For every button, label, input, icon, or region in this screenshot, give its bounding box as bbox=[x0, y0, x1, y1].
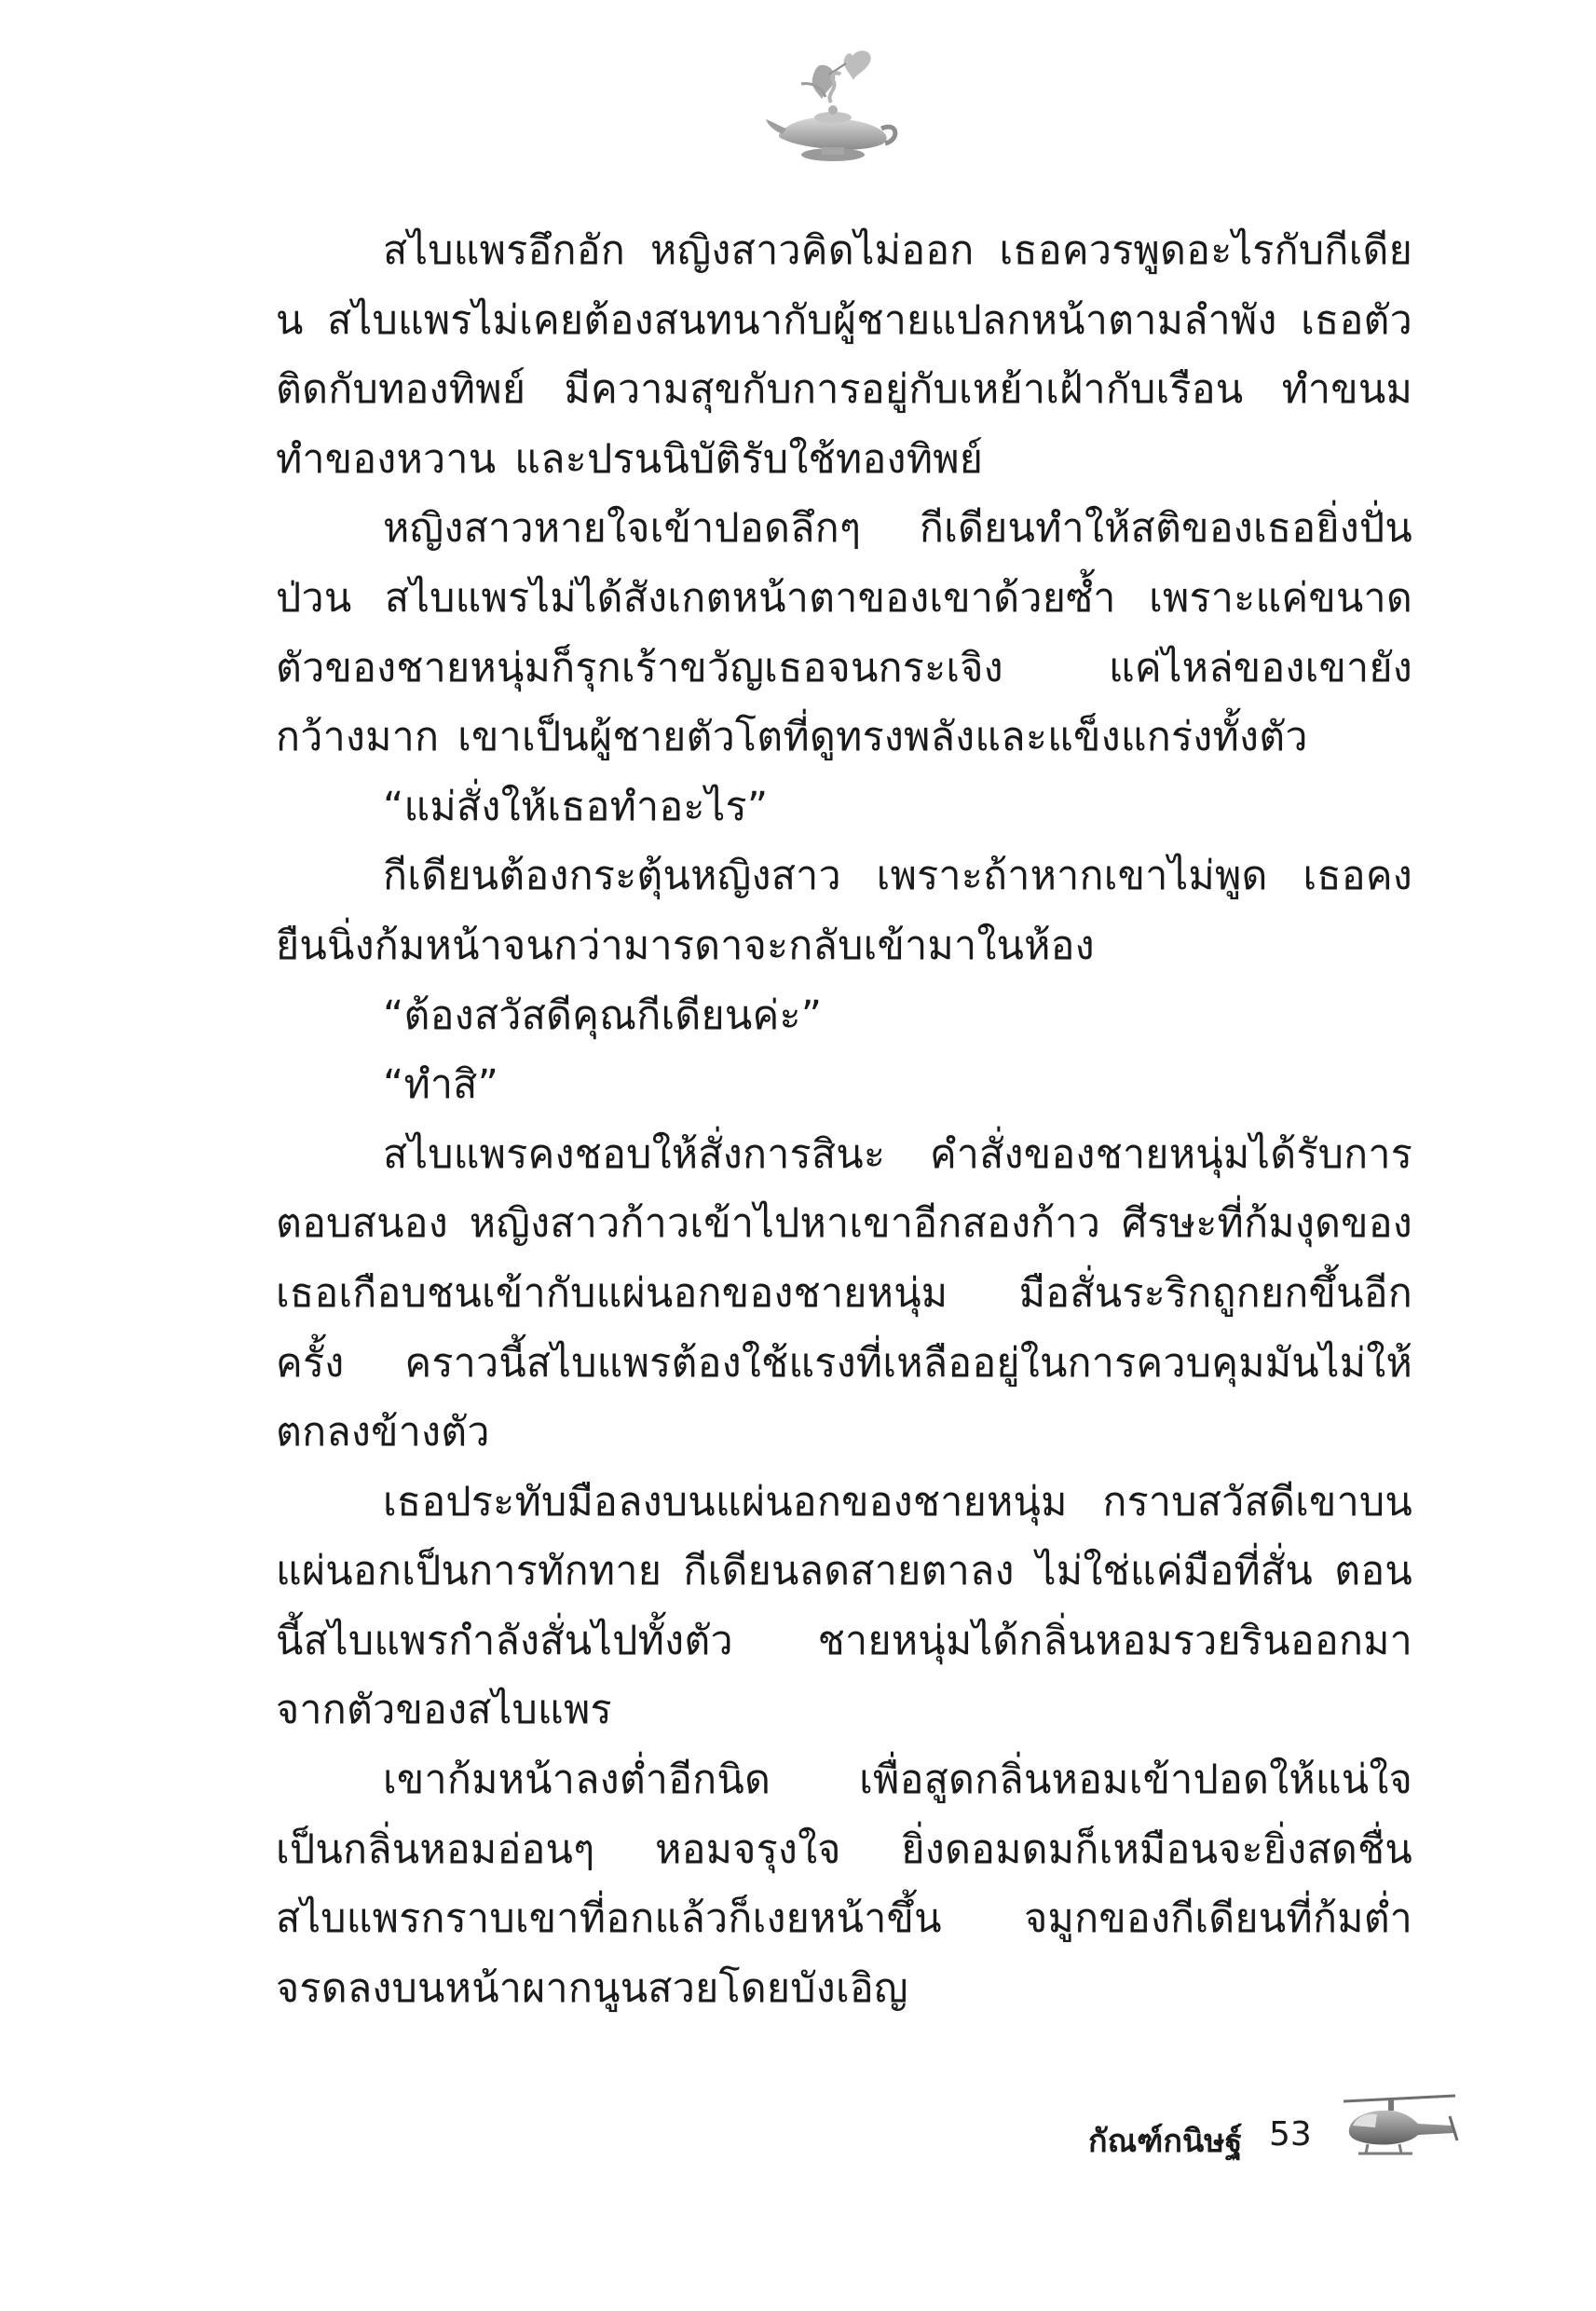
dialogue-line: “ทำสิ” bbox=[383, 1061, 499, 1109]
dialogue-line: “ต้องสวัสดีคุณกีเดียนค่ะ” bbox=[383, 991, 823, 1039]
paragraph: สไบแพรคงชอบให้สั่งการสินะ คำสั่งของชายหนุ่มได้รับการตอบสนอง หญิงสาวก้าวเข้าไปหาเขาอีกสองก้าว ศีรษะที่ก้มงุดของเธอเกือบชนเข้ากับแผ่นอกของชายหนุ่ม มือสั่นระริกถูกยกขึ้นอีกครั้ง คราวนี้สไบแพรต้องใช้แรงที่เหลืออยู่ในการควบคุมมันไม่ให้ตกลงข้างตัว bbox=[276, 1130, 1412, 1456]
book-title: กัณฑ์กนิษฐ์ bbox=[1088, 2123, 1243, 2160]
page-number: 53 bbox=[1269, 2115, 1312, 2154]
helicopter-icon bbox=[1340, 2092, 1461, 2167]
paragraph: สไบแพรอึกอัก หญิงสาวคิดไม่ออก เธอควรพูดอะไรกับกีเดียน สไบแพรไม่เคยต้องสนทนากับผู้ชายแปลกหน้าตามลำพัง เธอตัวติดกับทองทิพย์ มีความสุขกับการอยู่กับเหย้าเฝ้ากับเรือน ทำขนม ทำของหวาน และปรนนิบัติรับใช้ทองทิพย์ bbox=[276, 227, 1412, 483]
paragraph: เขาก้มหน้าลงต่ำอีกนิด เพื่อสูดกลิ่นหอมเข้าปอดให้แน่ใจ เป็นกลิ่นหอมอ่อนๆ หอมจรุงใจ ยิ่งดอมดมก็เหมือนจะยิ่งสดชื่น สไบแพรกราบเขาที่อกแล้วก็เงยหน้าขึ้น จมูกของกีเดียนที่ก้มต่ำจรดลงบนหน้าผากนูนสวยโดยบังเอิญ bbox=[276, 1757, 1412, 2012]
paragraph: เธอประทับมือลงบนแผ่นอกของชายหนุ่ม กราบสวัสดีเขาบนแผ่นอกเป็นการทักทาย กีเดียนลดสายตาลง ไม่ใช่แค่มือที่สั่น ตอนนี้สไบแพรกำลังสั่นไปทั้งตัว ชายหนุ่มได้กลิ่นหอมรวยรินออกมาจากตัวของสไบแพร bbox=[276, 1478, 1412, 1734]
dialogue-line: “แม่สั่งให้เธอทำอะไร” bbox=[383, 783, 769, 830]
story-text bbox=[276, 216, 1412, 2023]
genie-lamp-icon bbox=[764, 47, 904, 168]
paragraph: กีเดียนต้องกระตุ้นหญิงสาว เพราะถ้าหากเขาไม่พูด เธอคงยืนนิ่งก้มหน้าจนกว่ามารดาจะกลับเข้ามาในห้อง bbox=[276, 853, 1412, 969]
paragraph: หญิงสาวหายใจเข้าปอดลึกๆ กีเดียนทำให้สติของเธอยิ่งปั่นป่วน สไบแพรไม่ได้สังเกตหน้าตาของเขาด้วยซ้ำ เพราะแค่ขนาดตัวของชายหนุ่มก็รุกเร้าขวัญเธอจนกระเจิง แค่ไหล่ของเขายังกว้างมาก เขาเป็นผู้ชายตัวโตที่ดูทรงพลังและแข็งแกร่งทั้งตัว bbox=[276, 505, 1412, 761]
